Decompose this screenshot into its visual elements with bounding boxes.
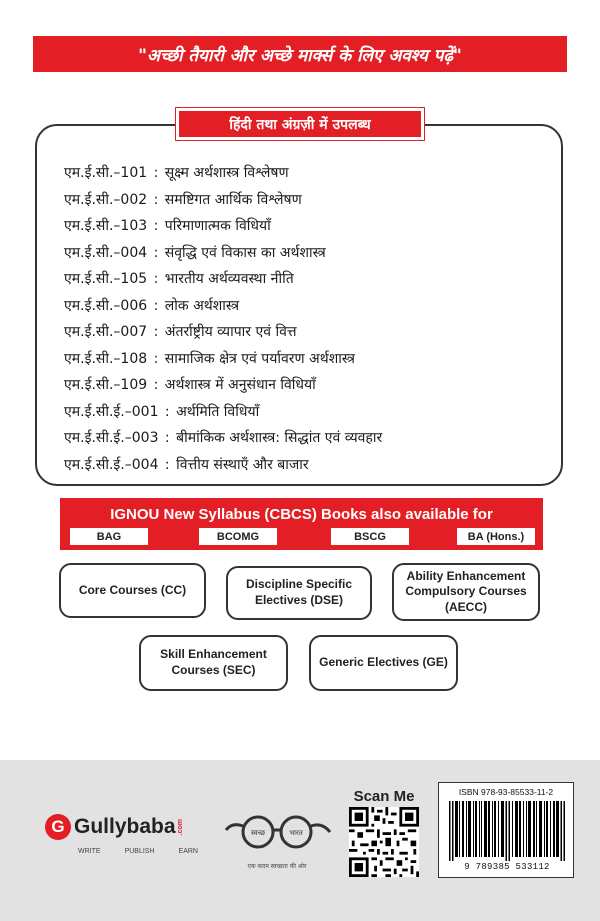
course-item: एम.ई.सी.–007 : अंतर्राष्ट्रीय व्यापार एवं वित्त [64,319,544,346]
course-title: संवृद्धि एवं विकास का अर्थशास्त्र [164,244,326,261]
course-code: एम.ई.सी.–002 [64,191,148,208]
ignou-banner-title: IGNOU New Syllabus (CBCS) Books also available for [110,506,493,523]
course-title: वित्तीय संस्थाएँ और बाजार [176,456,309,473]
course-code: एम.ई.सी.–007 [64,324,148,340]
course-item: एम.ई.सी.ई.–004 : वित्तीय संस्थाएँ और बाजार [64,452,544,479]
tagline-banner: "अच्छी तैयारी और अच्छे मार्क्स के लिए अवश्य पढ़ें" [33,36,567,72]
course-code: एम.ई.सी.–101 [64,165,148,181]
course-item: एम.ई.सी.ई.–003 : बीमांकिक अर्थशास्त्र: सिद्धांत एवं व्यवहार [64,425,544,452]
course-title: समष्टिगत आर्थिक विश्लेषण [164,191,302,208]
barcode-digits: 9 789385 533112 [464,862,550,872]
qr-code-icon [349,807,419,877]
program-badge-bcomg: BCOMG [199,528,277,545]
course-item: एम.ई.सी.–108 : सामाजिक क्षेत्र एवं पर्यावरण अर्थशास्त्र [64,346,544,373]
course-code: एम.ई.सी.–004 [64,244,148,261]
course-title: अर्थशास्त्र में अनुसंधान विधियाँ [164,377,316,393]
course-item: एम.ई.सी.–004 : संवृद्धि एवं विकास का अर्थशास्त्र [64,240,544,267]
category-aecc: Ability Enhancement Compulsory Courses (AECC) [392,563,540,621]
category-sec: Skill Enhancement Courses (SEC) [139,635,288,691]
course-code: एम.ई.सी.–006 [64,297,148,314]
course-code: एम.ई.सी.–108 [64,350,148,367]
course-title: भारतीय अर्थव्यवस्था नीति [164,271,294,287]
course-item: एम.ई.सी.–105 : भारतीय अर्थव्यवस्था नीति [64,266,544,293]
swachh-caption: एक कदम स्वच्छता की ओर [247,863,307,870]
program-badge-bag: BAG [70,528,148,545]
language-availability-tag: हिंदी तथा अंग्रज़ी में उपलब्ध [176,108,424,140]
course-code: एम.ई.सी.ई.–001 [64,403,159,420]
course-item: एम.ई.सी.–109 : अर्थशास्त्र में अनुसंधान विधियाँ [64,372,544,399]
course-title: सामाजिक क्षेत्र एवं पर्यावरण अर्थशास्त्र [164,350,356,367]
course-code: एम.ई.सी.ई.–004 [64,456,159,473]
logo-wordmark: Gullybaba [74,815,176,838]
swachh-bharat-glasses-icon [224,802,334,862]
category-core-courses: Core Courses (CC) [59,563,206,618]
course-code: एम.ई.सी.–103 [64,218,148,234]
category-dse: Discipline Specific Electives (DSE) [226,566,372,620]
category-ge: Generic Electives (GE) [309,635,458,691]
course-item: एम.ई.सी.–101 : सूक्ष्म अर्थशास्त्र विश्लेषण [64,160,544,187]
ignou-banner [60,498,543,550]
course-item: एम.ई.सी.–006 : लोक अर्थशास्त्र [64,293,544,320]
logo-g-icon: G [45,814,71,840]
tagline-word: WRITE [78,848,101,855]
course-item: एम.ई.सी.ई.–001 : अर्थमिति विधियाँ [64,399,544,426]
gullybaba-logo [45,812,184,842]
brand-tagline [78,848,198,855]
course-title: परिमाणात्मक विधियाँ [164,218,271,234]
swachh-left-text: स्वच्छ [250,829,266,837]
course-title: अर्थमिति विधियाँ [176,403,260,420]
scan-me-label: Scan Me [353,788,415,805]
course-title: बीमांकिक अर्थशास्त्र: सिद्धांत एवं व्यवहार [176,430,383,446]
course-title: लोक अर्थशास्त्र [164,297,240,314]
course-code: एम.ई.सी.–109 [64,377,148,393]
isbn-number: ISBN 978-93-85533-11-2 [458,787,554,797]
tagline-word: EARN [178,848,198,855]
course-item: एम.ई.सी.–103 : परिमाणात्मक विधियाँ [64,213,544,240]
course-title: सूक्ष्म अर्थशास्त्र विश्लेषण [164,165,289,181]
isbn-barcode-box [438,782,574,878]
course-title: अंतर्राष्ट्रीय व्यापार एवं वित्त [164,324,297,340]
swachh-right-text: भारत [289,829,303,837]
tagline-word: PUBLISH [124,848,155,855]
course-code: एम.ई.सी.–105 [64,271,148,287]
course-list [64,160,544,478]
barcode-icon [449,801,565,861]
logo-domain-suffix: .com [176,818,184,836]
program-badge-ba-hons: BA (Hons.) [457,528,535,545]
program-badge-bscg: BSCG [331,528,409,545]
course-item: एम.ई.सी.–002 : समष्टिगत आर्थिक विश्लेषण [64,187,544,214]
course-code: एम.ई.सी.ई.–003 [64,430,159,446]
